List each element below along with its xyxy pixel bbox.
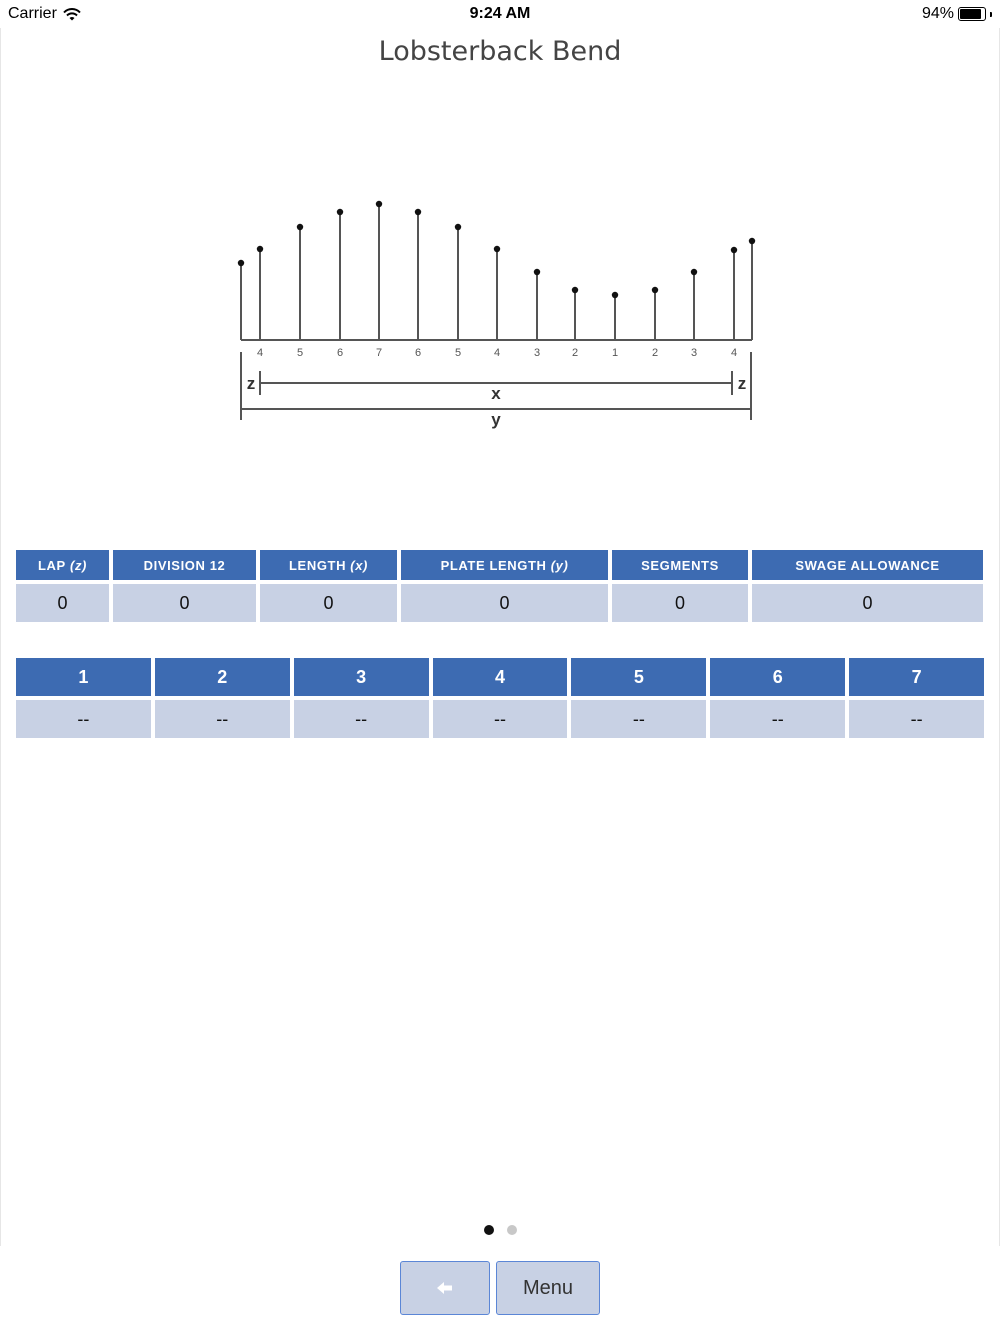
diagram-tick-labels	[257, 347, 737, 359]
results-header-row	[16, 550, 984, 580]
results-value-cell: 0	[260, 584, 397, 622]
results-value-cell: 0	[401, 584, 608, 622]
diagram-stem-dot	[238, 260, 244, 266]
diagram-tick-label: 1	[611, 347, 619, 359]
segment-value-cell: --	[155, 700, 290, 738]
diagram-tick-label: 3	[533, 347, 541, 359]
page-indicator[interactable]	[0, 1225, 1000, 1235]
diagram-stem-dot	[612, 292, 618, 298]
x-label: x	[491, 384, 501, 403]
battery-tip	[990, 12, 992, 17]
results-header-unit: (z)	[65, 557, 87, 573]
battery-fill	[960, 9, 981, 19]
carrier-label: Carrier	[8, 5, 57, 22]
results-header-label: LENGTH	[289, 557, 347, 573]
results-header-unit: (y)	[546, 557, 569, 573]
arrow-left-icon	[436, 1281, 454, 1295]
page-title: Lobsterback Bend	[378, 36, 622, 67]
diagram-tick-label: 7	[375, 347, 383, 359]
segment-header-cell: 4	[433, 658, 568, 696]
results-header-label: LAP	[38, 557, 66, 573]
diagram-tick-label: 4	[256, 347, 264, 359]
diagram-stem-dot	[257, 246, 263, 252]
segment-value-cell: --	[294, 700, 429, 738]
status-time: 9:24 AM	[469, 5, 531, 22]
results-value-cell: 0	[113, 584, 256, 622]
diagram-tick-label: 6	[414, 347, 422, 359]
results-header-cell	[612, 550, 748, 580]
battery-icon	[958, 7, 986, 21]
diagram-stems	[238, 201, 755, 340]
diagram-tick-label: 4	[493, 347, 501, 359]
battery-percent: 94%	[921, 5, 954, 22]
bottom-toolbar	[0, 1247, 1000, 1334]
back-button[interactable]	[400, 1261, 490, 1315]
diagram-stem-dot	[376, 201, 382, 207]
results-header-cell	[260, 550, 397, 580]
segment-value-cell: --	[849, 700, 984, 738]
y-label: y	[491, 410, 501, 429]
status-right	[922, 5, 992, 23]
diagram-stem-dot	[572, 287, 578, 293]
results-header-cell	[401, 550, 608, 580]
segment-table	[16, 658, 984, 738]
results-header-unit: (x)	[346, 557, 368, 573]
segment-header-cell: 3	[294, 658, 429, 696]
segment-value-cell: --	[16, 700, 151, 738]
page-dot[interactable]	[507, 1225, 517, 1235]
menu-button[interactable]: Menu	[496, 1261, 600, 1315]
results-value-cell: 0	[752, 584, 983, 622]
results-table	[16, 550, 984, 622]
diagram-stem-dot	[749, 238, 755, 244]
z-right-label: z	[737, 374, 747, 393]
segment-value-row	[16, 700, 984, 738]
diagram-tick-label: 5	[454, 347, 462, 359]
diagram-stem-dot	[691, 269, 697, 275]
diagram-tick-label: 2	[651, 347, 659, 359]
segment-header-cell: 1	[16, 658, 151, 696]
results-value-row	[16, 584, 984, 622]
diagram-stem-dot	[337, 209, 343, 215]
results-header-cell	[16, 550, 109, 580]
segment-header-row	[16, 658, 984, 696]
results-header-label: PLATE LENGTH	[440, 557, 547, 573]
diagram-stem-dot	[731, 247, 737, 253]
segment-value-cell: --	[433, 700, 568, 738]
diagram-stem-dot	[534, 269, 540, 275]
diagram-stem-dot	[455, 224, 461, 230]
status-bar	[0, 0, 1000, 28]
diagram-tick-label: 5	[296, 347, 304, 359]
diagram-tick-label: 3	[690, 347, 698, 359]
diagram-stem-dot	[297, 224, 303, 230]
diagram-tick-label: 4	[730, 347, 738, 359]
segment-value-cell: --	[710, 700, 845, 738]
diagram-stem-dot	[415, 209, 421, 215]
diagram-stem-dot	[494, 246, 500, 252]
page-dot[interactable]	[484, 1225, 494, 1235]
z-left-label: z	[246, 374, 256, 393]
segment-header-cell: 5	[571, 658, 706, 696]
diagram-tick-label: 6	[336, 347, 344, 359]
results-value-cell: 0	[16, 584, 109, 622]
lobsterback-diagram	[0, 180, 1000, 440]
results-header-cell	[752, 550, 983, 580]
segment-value-cell: --	[571, 700, 706, 738]
segment-header-cell: 6	[710, 658, 845, 696]
results-value-cell: 0	[612, 584, 748, 622]
results-header-label: SWAGE ALLOWANCE	[795, 557, 940, 573]
segment-header-cell: 2	[155, 658, 290, 696]
results-header-label: SEGMENTS	[641, 557, 719, 573]
diagram-tick-label: 2	[571, 347, 579, 359]
diagram-stem-dot	[652, 287, 658, 293]
results-header-label: DIVISION 12	[143, 557, 226, 573]
segment-header-cell: 7	[849, 658, 984, 696]
results-header-cell	[113, 550, 256, 580]
